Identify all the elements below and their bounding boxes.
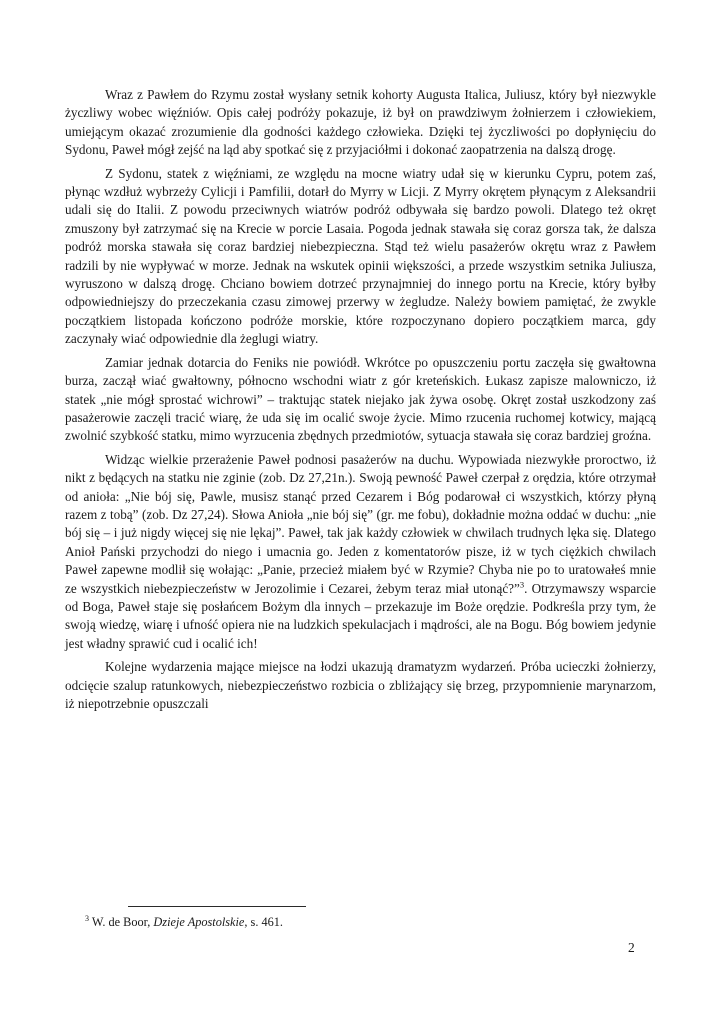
paragraph-4 <box>65 451 656 653</box>
footnote <box>65 914 656 930</box>
paragraph-5-text: Kolejne wydarzenia mające miejsce na łodzi ukazują dramatyzm wydarzeń. Próba ucieczki żołnierzy, odcięcie szalup ratunkowych, niebezpieczeństwo rozbicia o zbliżający się brzeg, przypomnienie marynarzom, iż niepotrzebnie opuszczali <box>65 659 656 711</box>
paragraph-1 <box>65 86 656 160</box>
paragraph-4-text-before-ref: Widząc wielkie przerażenie Paweł podnosi pasażerów na duchu. Wypowiada niezwykłe proroctwo, iż nikt z będących na statku nie zginie (zob. Dz 27,21n.). Swoją pewność Paweł czerpał z orędzia, które otrzymał od anioła: „Nie bój się, Pawle, musisz stanąć przed Cezarem i Bóg podarował ci wszystkich, którzy płyną razem z tobą” (zob. Dz 27,24). Słowa Anioła „nie bój się” (gr. me fobu), dokładnie można oddać w duchu: „nie bój się – i już nigdy więcej się nie lękaj”. Paweł, tak jak każdy człowiek w chwilach trudnych lęka się. Dlatego Anioł Pański przychodzi do niego i umacnia go. Jeden z komentatorów pisze, iż w tych ciężkich chwilach Paweł zapewne modlił się wołając: „Panie, przecież miałem być w Rzymie? Chyba nie po to uratowałeś mnie ze wszystkich niebezpieczeństw w Jerozolimie i Cezarei, żebym teraz miał utonąć?” <box>65 451 656 596</box>
footnote-work-title: Dzieje Apostolskie <box>153 915 245 929</box>
paragraph-1-text: Wraz z Pawłem do Rzymu został wysłany setnik kohorty Augusta Italica, Juliusz, który był niezwykle życzliwy wobec więźniów. Opis całej podróży pokazuje, iż był on prawdziwym żołnierzem i człowiekiem, umiejącym okazać zrozumienie dla godności każdego człowieka. Dzięki tej życzliwości po dopłynięciu do Sydonu, Paweł mógł zejść na ląd aby spotkać się z przyjaciółmi i dokonać zaopatrzenia na dalszą drogę. <box>65 87 656 158</box>
paragraph-5 <box>65 658 656 713</box>
body-text <box>65 86 656 713</box>
footnote-page-ref: , s. 461. <box>244 915 283 929</box>
paragraph-3-text: Zamiar jednak dotarcia do Feniks nie powiódł. Wkrótce po opuszczeniu portu zaczęła się gwałtowna burza, zaczął wiać gwałtowny, północno wschodni wiatr z gór kreteńskich. Łukasz zapisze malowniczo, iż statek „nie mógł sprostać wichrowi” – traktując statek niejako jak żywa osobę. Okręt został uszkodzony zaś pasażerowie zaczęli tracić wiarę, że uda się im ocalić swoje życie. Mimo rzucenia ruchomej kotwicy, mającą zwolnić szybkość statku, mimo wyrzucenia zbędnych przedmiotów, sytuacja stawała się coraz bardziej groźna. <box>65 354 656 444</box>
page-number: 2 <box>628 940 635 955</box>
footnote-area <box>65 906 656 930</box>
footnote-marker: 3 <box>85 913 89 923</box>
paragraph-2 <box>65 165 656 349</box>
paragraph-3 <box>65 354 656 446</box>
footnote-reference-3: 3 <box>519 579 525 590</box>
paragraph-4-text-after-ref: . Otrzymawszy wsparcie od Boga, Paweł staje się posłańcem Bożym dla innych – przekazuje im Boże orędzie. Podkreśla przy tym, że swoją wiedzę, wiarę i ufność opiera nie na ludzkich spekulacjach i mądrości, ale na Bogu. Bóg bowiem jedynie jest władny sprawić cud i ocalić ich! <box>65 580 656 651</box>
footnote-author: W. de Boor, <box>89 915 154 929</box>
paragraph-2-text: Z Sydonu, statek z więźniami, ze względu na mocne wiatry udał się w kierunku Cypru, potem zaś, płynąc wzdłuż wybrzeży Cylicji i Pamfilii, dotarł do Myrry w Licji. Z Myrry okrętem płynącym z Aleksandrii udali się do Italii. Z powodu przeciwnych wiatrów podróż odbywała się bardzo powoli. Dlatego też okręt zmuszony był zatrzymać się na Krecie w porcie Lasaia. Pogoda jednak stawała się coraz gorsza tak, że dalsza podróż morska stawała się coraz bardziej niebezpieczna. Stąd też wielu pasażerów okrętu wraz z Pawłem radzili by nie wypływać w morze. Jednak na wskutek opinii większości, a przede wszystkim setnika Juliusza, wyruszono w dalszą drogę. Chciano bowiem dotrzeć przynajmniej do innego portu na Krecie, który byłby odpowiedniejszy do przeczekania czasu zimowej przerwy w żegludze. Należy bowiem pamiętać, że zwykle początkiem listopada kończono podróże morskie, które rozpoczynano dopiero początkiem marca, gdy zaczynały wiać odpowiednie dla żeglugi wiatry. <box>65 165 656 347</box>
footnote-separator-rule <box>128 906 306 907</box>
